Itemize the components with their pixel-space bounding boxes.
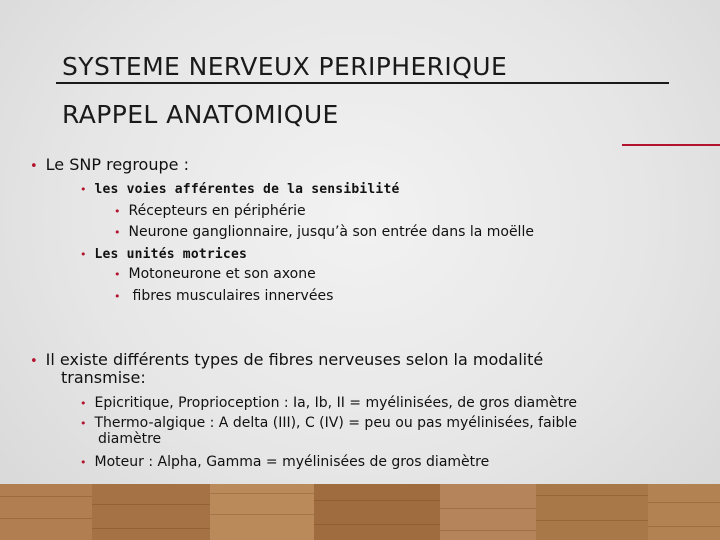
item-text: Motoneurone et son axone (128, 266, 316, 282)
bullet-icon: • (80, 397, 87, 410)
item-text: Moteur : Alpha, Gamma = myélinisées de gros diamètre (94, 454, 490, 470)
item-text: fibres musculaires innervées (132, 288, 334, 304)
floor-plank (92, 484, 211, 540)
item-text: Thermo-algique : A delta (III), C (IV) = peu ou pas myélinisées, faible (94, 415, 577, 431)
title-underline (56, 82, 669, 84)
floor-plank (0, 484, 93, 540)
bullet-fiber-types (30, 352, 543, 368)
bullet-icon: • (114, 290, 121, 303)
floor-plank (440, 484, 537, 540)
item-text: Récepteurs en périphérie (128, 203, 306, 219)
item-muscle-fibers (114, 289, 333, 303)
item-motor (80, 453, 489, 469)
bullet-icon: • (114, 205, 121, 218)
bullet-text-continued: transmise: (61, 368, 146, 387)
item-thermo-algic-cont (98, 430, 161, 446)
sub-bullet-text: Les unités motrices (94, 247, 248, 262)
floor-plank (536, 484, 649, 540)
bullet-icon: • (80, 183, 87, 196)
bullet-text: Il existe différents types de fibres nerveuses selon la modalité (45, 350, 544, 369)
item-motoneuron (114, 267, 316, 281)
accent-line (622, 144, 720, 146)
bullet-icon: • (30, 354, 38, 369)
bullet-icon: • (80, 456, 87, 469)
bullet-icon: • (80, 417, 87, 430)
wood-floor (0, 484, 720, 540)
item-thermo-algic (80, 414, 577, 430)
bullet-icon: • (80, 248, 87, 261)
sub-bullet-text: les voies afférentes de la sensibilité (94, 182, 400, 197)
item-ganglion-neuron (114, 225, 534, 239)
floor-plank (210, 484, 315, 540)
item-text: Neurone ganglionnaire, jusqu’à son entrée dans la moëlle (128, 224, 534, 240)
bullet-fiber-types-cont (61, 370, 146, 386)
item-epicritic (80, 394, 577, 410)
item-text: Epicritique, Proprioception : Ia, Ib, II = myélinisées, de gros diamètre (94, 395, 578, 411)
bullet-icon: • (30, 159, 38, 174)
bullet-icon: • (114, 268, 121, 281)
slide-title: SYSTEME NERVEUX PERIPHERIQUE (62, 52, 508, 81)
floor-plank (648, 484, 720, 540)
floor-plank (314, 484, 441, 540)
sub-bullet-afferent (80, 182, 400, 196)
bullet-text: Le SNP regroupe : (45, 155, 189, 174)
item-receptors (114, 204, 306, 218)
bullet-snp (30, 157, 189, 173)
item-text-continued: diamètre (98, 431, 162, 447)
sub-bullet-motor-units (80, 247, 247, 261)
slide-subtitle: RAPPEL ANATOMIQUE (62, 100, 339, 129)
bullet-icon: • (114, 226, 121, 239)
